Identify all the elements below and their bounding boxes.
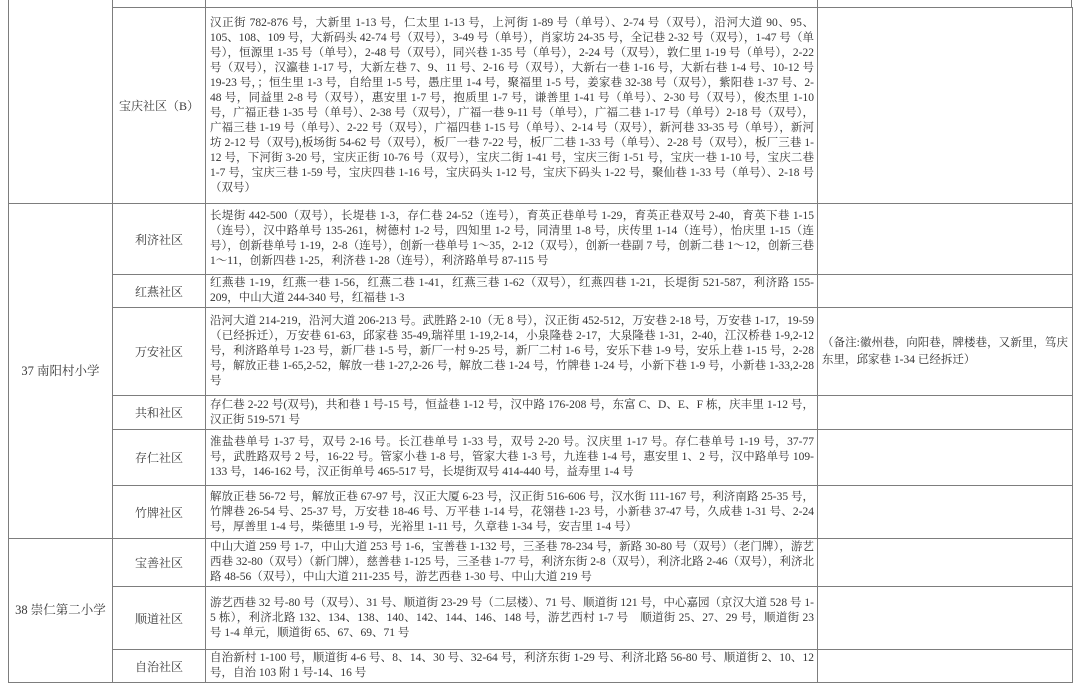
note-cell (818, 204, 1073, 275)
addresses-cell: 沿河大道 214-219，沿河大道 206-213 号。武胜路 2-10（无 8 号），汉正街 452-512，万安巷 2-18 号，万安巷 1-17，19-59（已经拆迁），万安巷 61-63，邱家巷 35-49,瑞祥里 1-19,2-14，小泉隆巷 2-17，大泉隆巷 1-31，2-40，江汉桥巷 1-9,2-12 号，利济路单号 1-23 号，新厂巷 1-5 号，新厂一村 9-25 号，新厂二村 1-6 号，安乐下巷 1-9 号，安乐上巷 1-15 号，2-28 号，解放正巷 1-65,2-52，解放一巷 1-27,2-26 号，解放二巷 1-24 号，竹牌巷 1-24 号，小新下巷 1-9 号，小新巷 1-33,2-28 号 (206, 308, 818, 396)
addresses-cell: 存仁巷 2-22 号(双号)，共和巷 1 号-15 号，恒益巷 1-12 号，汉中路 176-208 号，东富 C、D、E、F 栋，庆丰里 1-12 号，汉正街 519-571 号 (206, 396, 818, 430)
community-cell: 宝庆社区（B） (113, 8, 206, 204)
table-row (9, 650, 1073, 683)
school-cell-38: 38 崇仁第二小学 (9, 539, 113, 683)
note-cell (818, 539, 1073, 587)
community-cell: 顺道社区 (113, 587, 206, 650)
community-cell: 宝善社区 (113, 539, 206, 587)
table-row (9, 539, 1073, 587)
table-row (9, 204, 1073, 275)
table-row (9, 430, 1073, 486)
addresses-cell: 游艺西巷 32 号-80 号（双号）、31 号、顺道街 23-29 号（二层楼）、71 号、顺道街 121 号，中心嘉园（京汉大道 528 号 1-5 栋），利济北路 132、134、138、140、142、144、146、148 号，游艺西村 1-7 号 顺道街 25、27、29 号，顺道街 23 号 1-4 单元，顺道街 65、67、69、71 号 (206, 587, 818, 650)
school-cell-cropped (9, 8, 113, 204)
school-district-table (8, 7, 1073, 683)
community-cell: 竹牌社区 (113, 486, 206, 539)
table-row (9, 396, 1073, 430)
note-cell-remark: （备注:徽州巷，向阳巷，牌楼巷，又新里，笃庆东里，邱家巷 1-34 已经拆迁） (818, 308, 1073, 396)
community-cell: 利济社区 (113, 204, 206, 275)
community-cell: 红燕社区 (113, 275, 206, 308)
table-row (9, 308, 1073, 396)
community-cell: 共和社区 (113, 396, 206, 430)
addresses-cell: 中山大道 259 号 1-7，中山大道 253 号 1-6，宝善巷 1-132 号，三圣巷 78-234 号，新路 30-80 号（双号）（老门牌），游艺西巷 32-80（双号）（新门牌），慈善巷 1-125 号，三圣巷 1-77 号，利济东街 2-8（双号），利济北路 2-46（双号），利济北路 48-56（双号），中山大道 211-235 号，游艺西巷 1-30 号、中山大道 219 号 (206, 539, 818, 587)
note-cell (818, 396, 1073, 430)
table-row (9, 8, 1073, 204)
note-cell (818, 650, 1073, 683)
note-cell (818, 486, 1073, 539)
table-row (9, 587, 1073, 650)
table-row (9, 275, 1073, 308)
note-cell (818, 275, 1073, 308)
community-cell: 自治社区 (113, 650, 206, 683)
addresses-cell: 红燕巷 1-19，红燕一巷 1-56，红燕二巷 1-41，红燕三巷 1-62（双号），红燕四巷 1-21，长堤街 521-587，利济路 155-209，中山大道 244-340 号，红福巷 1-3 (206, 275, 818, 308)
note-cell (818, 587, 1073, 650)
addresses-cell: 汉正街 782-876 号，大新里 1-13 号，仁太里 1-13 号，上河街 1-89 号（单号）、2-74 号（双号），沿河大道 90、95、105、108、109 号，大新码头 42-74 号（双号），3-49 号（单号），肖家坊 24-35 号，全记巷 2-32 号（双号），1-47 号（单号），恒源里 1-35 号（单号），2-48 号（双号），同兴巷 1-35 号（单号），2-24 号（双号），敦仁里 1-19 号（单号），2-22 号（双号），汉瀛巷 1-17 号，大新左巷 7、9、11 号、2-16 号（双号），大新右一巷 1-16 号，大新右巷 1-4 号、10-12 号 19-23 号，；恒生里 1-3 号，自给里 1-5 号，愚庄里 1-4 号，聚福里 1-5 号，姜家巷 32-38 号（双号），紫阳巷 1-37 号、2-48 号，同益里 2-8 号（双号），惠安里 1-7 号，抱质里 1-7 号，谦善里 1-41 号（单号）、2-30 号（双号），俊杰里 1-10 号，广福正巷 1-35 号（单号）、2-38 号（双号），广福一巷 9-11 号（单号），广福二巷 1-17 号（单号）2-18 号（双号），广福三巷 1-19 号（单号）、2-22 号（双号），广福四巷 1-15 号（单号）、2-14 号（双号），新河巷 33-35 号（单号），新河坊 2-12 号（双号),板场街 54-62 号（双号），板厂一巷 7-22 号，板厂二巷 1-33 号（单号）、2-28 号（双号），板厂三巷 1-12 号，下河街 3-20 号，宝庆正街 10-76 号（双号），宝庆二街 1-41 号，宝庆三街 1-51 号，宝庆一巷 1-10 号，宝庆二巷 1-7 号，宝庆三巷 1-59 号，宝庆四巷 1-16 号，宝庆码头 1-12 号，宝庆下码头 1-22 号，聚仙巷 1-33 号（单号）、2-18 号（双号） (206, 8, 818, 204)
community-cell: 存仁社区 (113, 430, 206, 486)
community-cell: 万安社区 (113, 308, 206, 396)
addresses-cell: 解放正巷 56-72 号，解放正巷 67-97 号，汉正大厦 6-23 号，汉正街 516-606 号，汉水街 111-167 号，利济南路 25-35 号，竹牌巷 26-54 号、25-37 号，万安巷 18-46 号、万平巷 1-14 号，花翎巷 1-23 号，小新巷 37-47 号，久成巷 1-31 号、2-24 号，厚善里 1-4 号，柴德里 1-9 号，光裕里 1-11 号，久章巷 1-34 号，安吉里 1-4 号） (206, 486, 818, 539)
note-cell (818, 430, 1073, 486)
addresses-cell: 自治新村 1-100 号，顺道街 4-6 号、8、14、30 号、32-64 号，利济东街 1-29 号、利济北路 56-80 号、顺道街 2、10、12 号，自治 103 附 1 号-14、16 号 (206, 650, 818, 683)
note-cell (818, 8, 1073, 204)
addresses-cell: 淮盐巷单号 1-37 号，双号 2-16 号。长江巷单号 1-33 号，双号 2-20 号。汉庆里 1-17 号。存仁巷单号 1-19 号，37-77 号，武胜路双号 2 号，16-22 号。管家小巷 1-8 号，管家大巷 1-3 号，九连巷 1-4 号，惠安里 1、2 号，汉中路单号 109-133 号，146-162 号，汉正街单号 465-517 号，长堤街双号 414-440 号，益寿里 1-4 号 (206, 430, 818, 486)
addresses-cell: 长堤街 442-500（双号），长堤巷 1-3，存仁巷 24-52（连号），育英正巷单号 1-29，育英正巷双号 2-40，育英下巷 1-15（连号），汉中路单号 135-261，树德村 1-2 号，四知里 1-2 号，同清里 1-8 号，庆传里 1-14（连号），怡庆里 1-15（连号），创新巷单号 1-19，2-8（连号），创新一巷单号 1～35，2-12（双号），创新一巷副 7 号，创新二巷 1～12，创新三巷 1～11，创新四巷 1-25，利济巷 1-28（连号），利济路单号 87-115 号 (206, 204, 818, 275)
school-cell-37: 37 南阳村小学 (9, 204, 113, 539)
table-row (9, 486, 1073, 539)
